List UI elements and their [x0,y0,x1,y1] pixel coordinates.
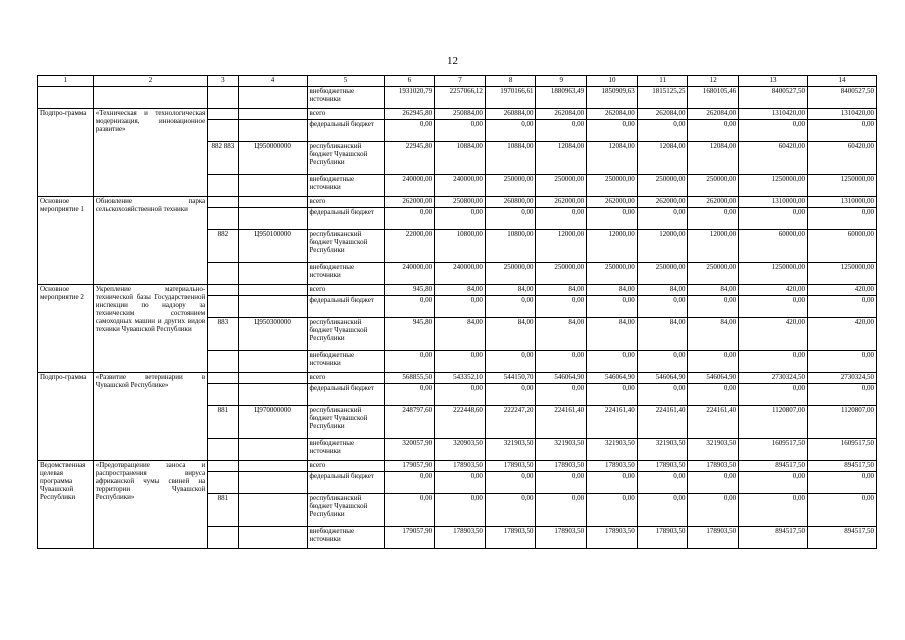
amount-cell: 262000,00 [536,197,587,208]
amount-cell: 0,00 [384,472,435,494]
grbs-code-cell: 882 883 [208,142,238,175]
target-article-cell [238,494,307,527]
amount-cell: 0,00 [435,384,486,406]
amount-cell: 0,00 [536,494,587,527]
amount-cell: 12000,00 [637,230,688,263]
grbs-code-cell: 883 [208,318,238,351]
amount-cell: 22945,80 [384,142,435,175]
amount-cell: 84,00 [587,285,638,296]
table-row [38,109,877,120]
target-article-cell [238,296,307,318]
grbs-code-cell [208,285,238,296]
target-article-cell [238,208,307,230]
amount-cell: 546064,90 [637,373,688,384]
amount-cell: 262000,00 [384,197,435,208]
amount-cell: 179057,90 [384,527,435,549]
amount-cell: 0,00 [384,351,435,373]
amount-cell: 0,00 [587,494,638,527]
amount-cell: 262084,00 [637,109,688,120]
target-article-cell [238,384,307,406]
amount-cell: 250000,00 [688,263,739,285]
amount-cell: 0,00 [435,296,486,318]
amount-cell: 0,00 [807,120,876,142]
amount-cell: 262000,00 [637,197,688,208]
amount-cell: 178903,50 [587,461,638,472]
amount-cell: 10800,00 [435,230,486,263]
amount-cell: 262000,00 [688,197,739,208]
amount-cell: 60000,00 [739,230,808,263]
target-article-cell [238,197,307,208]
funding-source-cell: федеральный бюджет [307,208,384,230]
amount-cell: 10884,00 [435,142,486,175]
column-header: 10 [587,76,638,87]
grbs-code-cell: 881 [208,494,238,527]
amount-cell: 178903,50 [587,527,638,549]
amount-cell: 0,00 [536,120,587,142]
amount-cell: 568855,50 [384,373,435,384]
amount-cell: 224161,40 [587,406,638,439]
amount-cell: 240000,00 [384,175,435,197]
amount-cell: 1310420,00 [739,109,808,120]
amount-cell: 240000,00 [384,263,435,285]
column-header: 6 [384,76,435,87]
amount-cell: 0,00 [435,494,486,527]
amount-cell: 0,00 [587,208,638,230]
amount-cell: 12000,00 [587,230,638,263]
program-name-cell [93,87,208,109]
target-article-cell [238,109,307,120]
amount-cell: 0,00 [384,208,435,230]
target-article-cell [238,461,307,472]
funding-source-cell: республиканский бюджет Чувашской Республики [307,318,384,351]
column-header: 7 [435,76,486,87]
target-article-cell: Ц950300000 [238,318,307,351]
column-header: 13 [739,76,808,87]
funding-source-cell: федеральный бюджет [307,296,384,318]
grbs-code-cell [208,527,238,549]
amount-cell: 250884,00 [435,109,486,120]
amount-cell: 240000,00 [435,263,486,285]
amount-cell: 2730324,50 [739,373,808,384]
grbs-code-cell [208,351,238,373]
amount-cell: 0,00 [485,384,536,406]
amount-cell: 60000,00 [807,230,876,263]
budget-table [37,75,877,549]
amount-cell: 250000,00 [587,263,638,285]
amount-cell: 945,80 [384,318,435,351]
amount-cell: 1931020,79 [384,87,435,109]
amount-cell: 12084,00 [536,142,587,175]
column-header: 11 [637,76,688,87]
funding-source-cell: внебюджетные источники [307,263,384,285]
amount-cell: 1880963,49 [536,87,587,109]
amount-cell: 2257066,12 [435,87,486,109]
program-type-cell: Основное мероприятие 1 [38,197,94,285]
target-article-cell [238,175,307,197]
amount-cell: 0,00 [587,472,638,494]
amount-cell: 0,00 [807,494,876,527]
amount-cell: 894517,50 [739,527,808,549]
amount-cell: 60420,00 [739,142,808,175]
target-article-cell [238,285,307,296]
amount-cell: 321903,50 [485,439,536,461]
amount-cell: 0,00 [637,120,688,142]
amount-cell: 262084,00 [688,109,739,120]
grbs-code-cell [208,373,238,384]
amount-cell: 0,00 [688,494,739,527]
amount-cell: 178903,50 [688,461,739,472]
amount-cell: 420,00 [739,285,808,296]
target-article-cell [238,351,307,373]
column-header: 1 [38,76,94,87]
amount-cell: 0,00 [807,384,876,406]
grbs-code-cell [208,175,238,197]
amount-cell: 420,00 [807,318,876,351]
column-header: 4 [238,76,307,87]
amount-cell: 250000,00 [637,263,688,285]
amount-cell: 0,00 [536,472,587,494]
amount-cell: 0,00 [587,351,638,373]
funding-source-cell: республиканский бюджет Чувашской Республики [307,494,384,527]
amount-cell: 250000,00 [536,263,587,285]
amount-cell: 224161,40 [536,406,587,439]
amount-cell: 0,00 [688,208,739,230]
amount-cell: 0,00 [485,296,536,318]
amount-cell: 320057,90 [384,439,435,461]
funding-source-cell: республиканский бюджет Чувашской Республики [307,230,384,263]
table-body [38,87,877,549]
amount-cell: 1310000,00 [739,197,808,208]
amount-cell: 0,00 [807,351,876,373]
column-header: 9 [536,76,587,87]
amount-cell: 22000,00 [384,230,435,263]
column-header: 3 [208,76,238,87]
target-article-cell: Ц950100000 [238,230,307,263]
funding-source-cell: всего [307,373,384,384]
amount-cell: 420,00 [739,318,808,351]
amount-cell: 0,00 [587,296,638,318]
funding-source-cell: республиканский бюджет Чувашской Республики [307,142,384,175]
amount-cell: 178903,50 [637,461,688,472]
amount-cell: 546064,90 [587,373,638,384]
amount-cell: 0,00 [485,351,536,373]
amount-cell: 84,00 [536,318,587,351]
grbs-code-cell [208,384,238,406]
amount-cell: 0,00 [536,351,587,373]
funding-source-cell: всего [307,109,384,120]
amount-cell: 0,00 [739,351,808,373]
table-row [38,461,877,472]
amount-cell: 2730324,50 [807,373,876,384]
amount-cell: 1310420,00 [807,109,876,120]
amount-cell: 0,00 [637,494,688,527]
amount-cell: 250000,00 [637,175,688,197]
amount-cell: 178903,50 [637,527,688,549]
target-article-cell [238,472,307,494]
amount-cell: 178903,50 [435,527,486,549]
grbs-code-cell [208,296,238,318]
amount-cell: 0,00 [536,208,587,230]
amount-cell: 0,00 [637,351,688,373]
grbs-code-cell [208,472,238,494]
grbs-code-cell: 882 [208,230,238,263]
amount-cell: 0,00 [384,296,435,318]
amount-cell: 1310000,00 [807,197,876,208]
amount-cell: 84,00 [435,318,486,351]
amount-cell: 1250000,00 [807,175,876,197]
column-header: 2 [93,76,208,87]
target-article-cell: Ц950000000 [238,142,307,175]
amount-cell: 894517,50 [739,461,808,472]
program-type-cell: Ведомственная целевая программа Чувашской Республики [38,461,94,549]
amount-cell: 0,00 [637,384,688,406]
grbs-code-cell [208,461,238,472]
target-article-cell [238,373,307,384]
program-type-cell: Подпро-грамма [38,373,94,461]
amount-cell: 250000,00 [536,175,587,197]
amount-cell: 0,00 [435,351,486,373]
amount-cell: 0,00 [807,296,876,318]
amount-cell: 1815125,25 [637,87,688,109]
amount-cell: 0,00 [435,208,486,230]
amount-cell: 1250000,00 [807,263,876,285]
amount-cell: 178903,50 [485,527,536,549]
amount-cell: 321903,50 [688,439,739,461]
amount-cell: 84,00 [637,318,688,351]
amount-cell: 320903,50 [435,439,486,461]
program-type-cell: Подпро-грамма [38,109,94,197]
amount-cell: 262084,00 [536,109,587,120]
amount-cell: 12000,00 [536,230,587,263]
amount-cell: 0,00 [739,208,808,230]
amount-cell: 0,00 [435,472,486,494]
amount-cell: 12000,00 [688,230,739,263]
grbs-code-cell [208,87,238,109]
table-row [38,197,877,208]
amount-cell: 222448,60 [435,406,486,439]
column-header: 8 [485,76,536,87]
grbs-code-cell [208,263,238,285]
program-name-cell: «Развитие ветеринарии в Чувашской Республике» [93,373,208,461]
table-row [38,87,877,109]
amount-cell: 894517,50 [807,461,876,472]
amount-cell: 1850909,63 [587,87,638,109]
amount-cell: 250000,00 [587,175,638,197]
amount-cell: 178903,50 [536,461,587,472]
grbs-code-cell [208,120,238,142]
grbs-code-cell [208,109,238,120]
amount-cell: 0,00 [739,494,808,527]
amount-cell: 262084,00 [587,109,638,120]
funding-source-cell: республиканский бюджет Чувашской Республики [307,406,384,439]
funding-source-cell: внебюджетные источники [307,87,384,109]
amount-cell: 250000,00 [485,263,536,285]
amount-cell: 0,00 [637,296,688,318]
amount-cell: 894517,50 [807,527,876,549]
amount-cell: 0,00 [807,208,876,230]
amount-cell: 0,00 [536,384,587,406]
amount-cell: 0,00 [688,351,739,373]
funding-source-cell: внебюджетные источники [307,175,384,197]
program-name-cell: Укрепление материально-технической базы Государственной инспекции по надзору за техническим состоянием самоходных машин и других видов техники Чувашской Республики [93,285,208,373]
amount-cell: 0,00 [485,208,536,230]
amount-cell: 12084,00 [637,142,688,175]
amount-cell: 60420,00 [807,142,876,175]
amount-cell: 262000,00 [587,197,638,208]
amount-cell: 250000,00 [688,175,739,197]
header-row [38,76,877,87]
program-name-cell: Обновление парка сельскохозяйственной техники [93,197,208,285]
amount-cell: 12084,00 [688,142,739,175]
amount-cell: 1609517,50 [807,439,876,461]
amount-cell: 546064,90 [688,373,739,384]
funding-source-cell: федеральный бюджет [307,120,384,142]
column-header: 12 [688,76,739,87]
amount-cell: 84,00 [587,318,638,351]
column-header: 14 [807,76,876,87]
amount-cell: 0,00 [739,472,808,494]
amount-cell: 1250000,00 [739,263,808,285]
amount-cell: 0,00 [384,494,435,527]
amount-cell: 179057,90 [384,461,435,472]
grbs-code-cell [208,208,238,230]
grbs-code-cell: 881 [208,406,238,439]
amount-cell: 260800,00 [485,197,536,208]
amount-cell: 543352,10 [435,373,486,384]
amount-cell: 544150,70 [485,373,536,384]
amount-cell: 260884,00 [485,109,536,120]
amount-cell: 0,00 [688,296,739,318]
amount-cell: 84,00 [536,285,587,296]
amount-cell: 10800,00 [485,230,536,263]
program-name-cell: «Техническая и технологическая модернизация, инновационное развитие» [93,109,208,197]
funding-source-cell: федеральный бюджет [307,472,384,494]
target-article-cell [238,87,307,109]
amount-cell: 1680105,46 [688,87,739,109]
amount-cell: 248797,60 [384,406,435,439]
amount-cell: 240000,00 [435,175,486,197]
page-number: 12 [447,55,458,67]
funding-source-cell: всего [307,197,384,208]
amount-cell: 1250000,00 [739,175,808,197]
amount-cell: 84,00 [637,285,688,296]
amount-cell: 178903,50 [688,527,739,549]
amount-cell: 0,00 [384,384,435,406]
column-header: 5 [307,76,384,87]
amount-cell: 10884,00 [485,142,536,175]
amount-cell: 224161,40 [688,406,739,439]
amount-cell: 0,00 [739,120,808,142]
grbs-code-cell [208,439,238,461]
amount-cell: 0,00 [485,494,536,527]
amount-cell: 12084,00 [587,142,638,175]
program-name-cell: «Предотвращение заноса и распространения вируса африканской чумы свиней на территории Чувашской Республики» [93,461,208,549]
amount-cell: 0,00 [688,120,739,142]
amount-cell: 546064,90 [536,373,587,384]
amount-cell: 321903,50 [637,439,688,461]
amount-cell: 0,00 [688,472,739,494]
funding-source-cell: внебюджетные источники [307,351,384,373]
amount-cell: 0,00 [739,384,808,406]
amount-cell: 8400527,50 [807,87,876,109]
target-article-cell: Ц970000000 [238,406,307,439]
amount-cell: 84,00 [688,318,739,351]
amount-cell: 84,00 [688,285,739,296]
amount-cell: 1120807,00 [739,406,808,439]
funding-source-cell: федеральный бюджет [307,384,384,406]
target-article-cell [238,120,307,142]
target-article-cell [238,527,307,549]
amount-cell: 0,00 [384,120,435,142]
amount-cell: 0,00 [587,384,638,406]
amount-cell: 0,00 [485,120,536,142]
amount-cell: 250800,00 [435,197,486,208]
amount-cell: 0,00 [536,296,587,318]
program-type-cell [38,87,94,109]
amount-cell: 0,00 [688,384,739,406]
amount-cell: 0,00 [739,296,808,318]
amount-cell: 0,00 [637,208,688,230]
amount-cell: 420,00 [807,285,876,296]
amount-cell: 84,00 [485,285,536,296]
amount-cell: 945,80 [384,285,435,296]
target-article-cell [238,263,307,285]
amount-cell: 178903,50 [536,527,587,549]
amount-cell: 224161,40 [637,406,688,439]
program-type-cell: Основное мероприятие 2 [38,285,94,373]
amount-cell: 321903,50 [536,439,587,461]
amount-cell: 0,00 [587,120,638,142]
amount-cell: 1120807,00 [807,406,876,439]
table-row [38,373,877,384]
funding-source-cell: внебюджетные источники [307,439,384,461]
table-row [38,285,877,296]
amount-cell: 84,00 [435,285,486,296]
amount-cell: 250000,00 [485,175,536,197]
amount-cell: 0,00 [807,472,876,494]
amount-cell: 1609517,50 [739,439,808,461]
amount-cell: 222247,20 [485,406,536,439]
amount-cell: 321903,50 [587,439,638,461]
amount-cell: 0,00 [435,120,486,142]
amount-cell: 1970166,61 [485,87,536,109]
funding-source-cell: внебюджетные источники [307,527,384,549]
amount-cell: 0,00 [485,472,536,494]
amount-cell: 84,00 [485,318,536,351]
funding-source-cell: всего [307,461,384,472]
amount-cell: 178903,50 [435,461,486,472]
amount-cell: 178903,50 [485,461,536,472]
amount-cell: 8400527,50 [739,87,808,109]
target-article-cell [238,439,307,461]
amount-cell: 262945,80 [384,109,435,120]
grbs-code-cell [208,197,238,208]
amount-cell: 0,00 [637,472,688,494]
funding-source-cell: всего [307,285,384,296]
